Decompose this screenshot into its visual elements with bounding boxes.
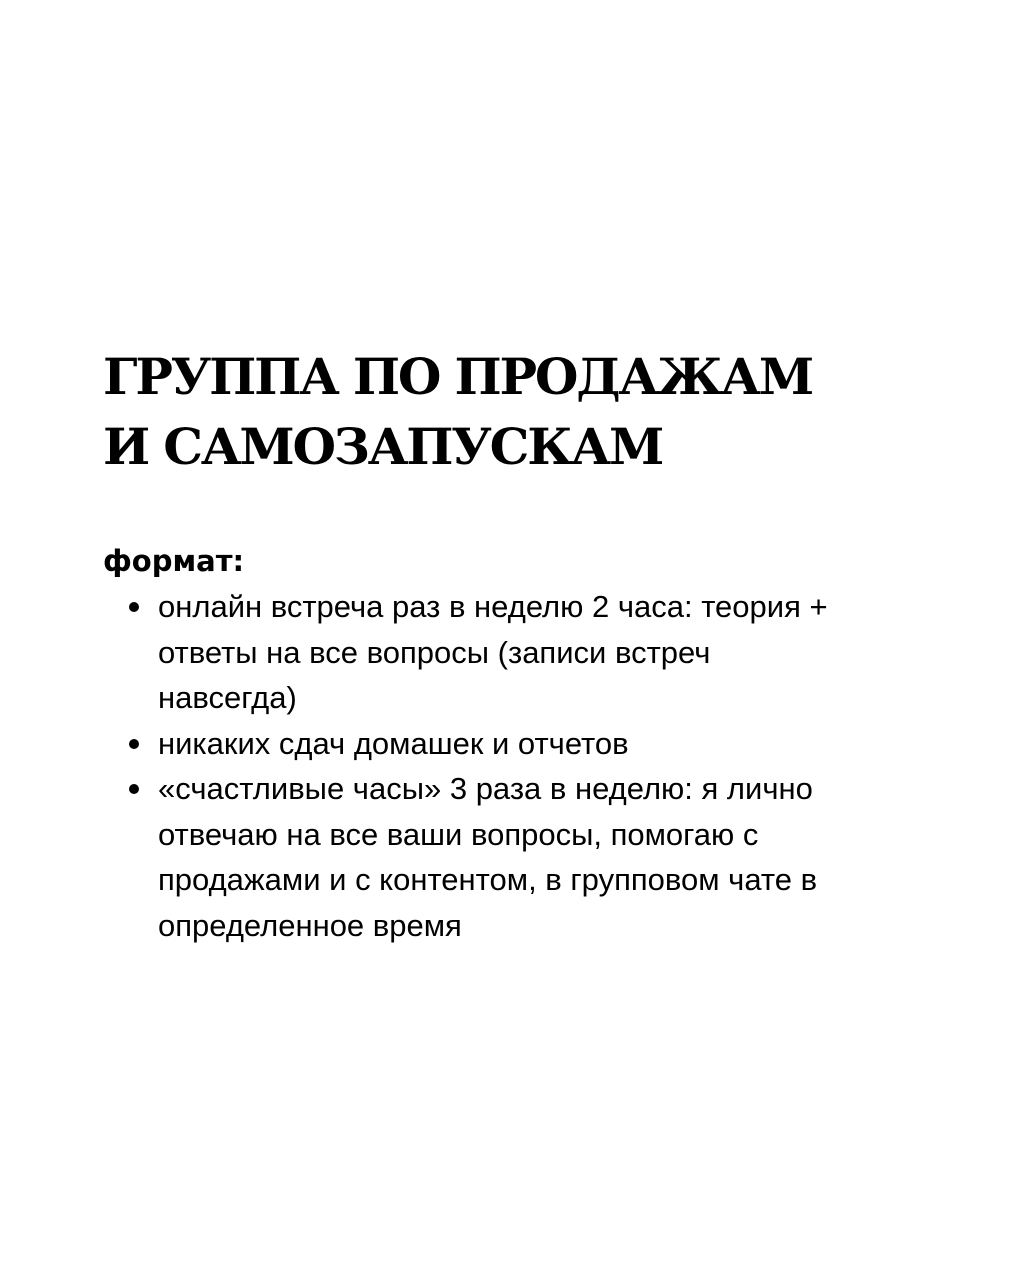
list-item-text: определенное время: [158, 907, 462, 943]
title-line: ГРУППА ПО ПРОДАЖАМ: [103, 347, 813, 406]
list-item-text: навсегда): [158, 680, 297, 715]
list-item-text: продажами и с контентом, в групповом чате в: [158, 862, 818, 897]
list-item-text: отвечаю на все ваши вопросы, помогаю с: [158, 816, 759, 852]
list-item-text: ответы на все вопросы (записи встреч: [158, 634, 711, 670]
list-item: [103, 584, 973, 721]
bullet-icon: [129, 602, 139, 612]
format-label: формат:: [103, 544, 245, 578]
list-item-text: никаких сдач домашек и отчетов: [158, 725, 629, 761]
format-list: [103, 584, 973, 948]
bullet-icon: [129, 784, 139, 794]
list-item: [103, 721, 973, 767]
list-item: [103, 766, 973, 948]
list-item-text: онлайн встреча раз в неделю 2 часа: теория +: [158, 589, 828, 624]
list-item-text: «счастливые часы» 3 раза в неделю: я лично: [158, 771, 813, 806]
title-line: И САМОЗАПУСКАМ: [103, 417, 663, 476]
page-title: [103, 342, 963, 482]
bullet-icon: [129, 739, 139, 749]
